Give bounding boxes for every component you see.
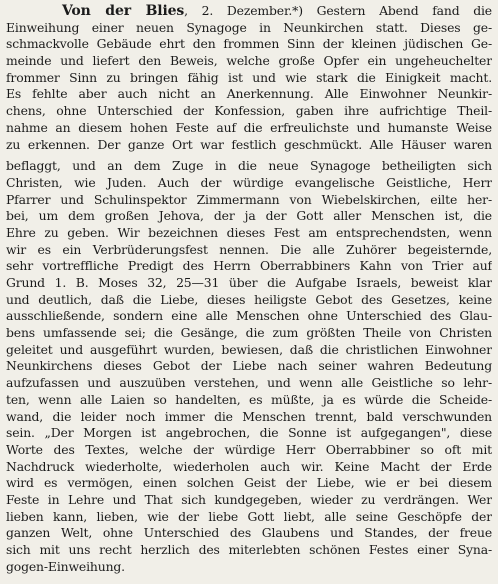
text-line: sein. „Der Morgen ist angebrochen, die Sonne ist aufgegangen", diese bbox=[6, 425, 492, 441]
article-heading: Von der Blies bbox=[62, 3, 185, 19]
text-line: beflaggt, und an dem Zuge in die neue Synagoge betheiligten sich bbox=[6, 158, 492, 174]
text-line: zu erkennen. Der ganze Ort war festlich geschmückt. Alle Häuser waren bbox=[6, 136, 492, 152]
text-line: Christen, wie Juden. Auch der würdige evangelische Geistliche, Herr bbox=[6, 174, 492, 190]
text-line: Es fehlte aber auch nicht an Anerkennung. Alle Einwohner Neunkir- bbox=[6, 86, 492, 102]
text-line: meinde und liefert den Beweis, welche große Opfer ein ungeheuchelter bbox=[6, 53, 492, 69]
text-line: Pfarrer und Schulinspektor Zimmermann von Wiebelskirchen, eilte her- bbox=[6, 191, 492, 207]
text-line: Einweihung einer neuen Synagoge in Neunkirchen statt. Dieses ge- bbox=[6, 19, 492, 35]
text-line: Feste in Lehre und That sich kundgegeben, wieder zu verdrängen. Wer bbox=[6, 491, 492, 507]
paragraph-block-2 bbox=[6, 158, 492, 575]
text-line: nahme an diesem hohen Feste auf die erfreulichste und humanste Weise bbox=[6, 119, 492, 135]
text-line: gogen-Einweihung. bbox=[6, 558, 125, 574]
text-line: ausschließende, sondern eine alle Menschen ohne Unterschied des Glau- bbox=[6, 308, 492, 324]
text-line: und deutlich, daß die Liebe, dieses heiligste Gebot des Gesetzes, keine bbox=[6, 291, 492, 307]
text-line: Ehre zu geben. Wir bezeichnen dieses Fest am entsprechendsten, wenn bbox=[6, 224, 492, 240]
text-line: bens umfassende sei; die Gesänge, die zum größten Theile von Christen bbox=[6, 325, 492, 341]
text-line: wand, die leider noch immer die Menschen trennt, bald verschwunden bbox=[6, 408, 492, 424]
text-line: ganzen Welt, ohne Unterschied des Glaubens und Standes, der freue bbox=[6, 525, 492, 541]
text-line: wir es ein Verbrüderungsfest nennen. Die alle Zuhörer begeisternde, bbox=[6, 241, 492, 257]
text-line: chens, ohne Unterschied der Konfession, gaben ihre aufrichtige Theil- bbox=[6, 103, 492, 119]
paragraph-block-1 bbox=[6, 20, 492, 154]
text-line: geleitet und ausgeführt wurden, bewiesen, daß die christlichen Einwohner bbox=[6, 341, 492, 357]
text-line: sehr vortreffliche Predigt des Herrn Oberrabbiners Kahn von Trier auf bbox=[6, 258, 492, 274]
article-dateline: , 2. Dezember.*) bbox=[184, 3, 317, 18]
text-line: Worte des Textes, welche der würdige Herr Oberrabbiner so oft mit bbox=[6, 441, 492, 457]
text-line: ten, wenn alle Laien so handelten, es müßte, ja es würde die Scheide- bbox=[6, 391, 492, 407]
article-first-line-text: Gestern Abend fand die bbox=[316, 3, 492, 18]
text-line: schmackvolle Gebäude ehrt den frommen Sinn der kleinen jüdischen Ge- bbox=[6, 36, 492, 52]
text-line: sich mit uns recht herzlich des miterlebten schönen Festes einer Syna- bbox=[6, 542, 492, 557]
text-line: Neunkirchens dieses Gebot der Liebe nach seiner wahren Bedeutung bbox=[6, 358, 492, 374]
text-line: wird es vermögen, einen solchen Geist der Liebe, wie er bei diesem bbox=[6, 475, 492, 491]
text-line: frommer Sinn zu bringen fähig ist und wie stark die Einigkeit macht. bbox=[6, 69, 492, 85]
text-line: Nachdruck wiederholte, wiederholen auch wir. Keine Macht der Erde bbox=[6, 458, 492, 474]
text-line: lieben kann, lieben, wie der liebe Gott liebt, alle seine Geschöpfe der bbox=[6, 508, 492, 524]
article-first-line bbox=[6, 3, 492, 20]
text-line: Grund 1. B. Moses 32, 25—31 über die Aufgabe Israels, beweist klar bbox=[6, 275, 492, 290]
text-line: aufzufassen und auszuüben verstehen, und wenn alle Geistliche so lehr- bbox=[6, 375, 492, 391]
text-line: bei, um dem großen Jehova, der ja der Gott aller Menschen ist, die bbox=[6, 208, 492, 224]
